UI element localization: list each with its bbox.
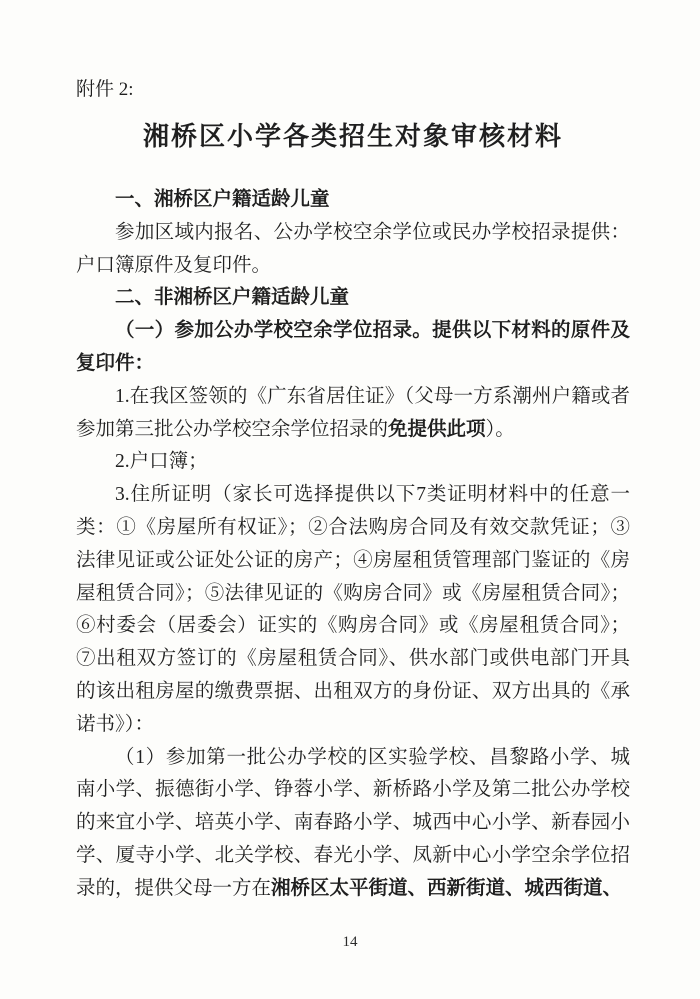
subsection-heading-1-text: （一）参加公办学校空余学位招录。提供以下材料的原件及复印件： bbox=[76, 320, 630, 374]
list-item-1-text-a: 1.在我区签领的《广东省居住证》（父母一方系潮州户籍或者参加第三批公办学校空余学位招录的 bbox=[76, 385, 630, 440]
sub-item-1-emphasis: 湘桥区太平街道、西新街道、城西街道、 bbox=[271, 877, 623, 899]
list-item-1-text-c: ）。 bbox=[485, 418, 515, 440]
section-heading-1-text: 一、湘桥区户籍适龄儿童 bbox=[115, 189, 330, 210]
paragraph-district-hukou bbox=[76, 217, 630, 283]
sub-item-1 bbox=[76, 742, 630, 906]
list-item-2-text: 2.户口簿； bbox=[115, 451, 208, 473]
page-number: 14 bbox=[342, 934, 358, 950]
list-item-1 bbox=[76, 381, 630, 447]
attachment-label: 附件 2: bbox=[76, 79, 134, 100]
sub-item-1-text: （1）参加第一批公办学校的区实验学校、昌黎路小学、城南小学、振德街小学、铮蓉小学、新桥路小学及第二批公办学校的来宜小学、培英小学、南春路小学、城西中心小学、新春园小学、厦寺小学、北关学校、春光小学、凤新中心小学空余学位招录的，提供父母一方在 bbox=[76, 746, 630, 899]
document-body bbox=[76, 184, 630, 906]
paragraph-district-hukou-text: 参加区域内报名、公办学校空余学位或民办学校招录提供：户口簿原件及复印件。 bbox=[76, 221, 630, 276]
list-item-2 bbox=[76, 446, 630, 479]
list-item-3 bbox=[76, 479, 630, 741]
section-heading-2-text: 二、非湘桥区户籍适龄儿童 bbox=[115, 287, 350, 309]
page-title: 湘桥区小学各类招生对象审核材料 bbox=[142, 122, 563, 151]
subsection-heading-1 bbox=[76, 315, 630, 381]
list-item-3-text: 3.住所证明（家长可选择提供以下7类证明材料中的任意一类：①《房屋所有权证》；②合法购房合同及有效交款凭证；③法律见证或公证处公证的房产；④房屋租赁管理部门鉴证的《房屋租赁合同》；⑤法律见证的《购房合同》或《房屋租赁合同》；⑥村委会（居委会）证实的《购房合同》或《房屋租赁合同》；⑦出租双方签订的《房屋租赁合同》、供水部门或供电部门开具的该出租房屋的缴费票据、出租双方的身份证、双方出具的《承诺书》）： bbox=[76, 484, 630, 735]
list-item-1-emphasis: 免提供此项 bbox=[388, 418, 486, 440]
section-heading-1 bbox=[76, 184, 630, 217]
section-heading-2 bbox=[76, 282, 630, 315]
